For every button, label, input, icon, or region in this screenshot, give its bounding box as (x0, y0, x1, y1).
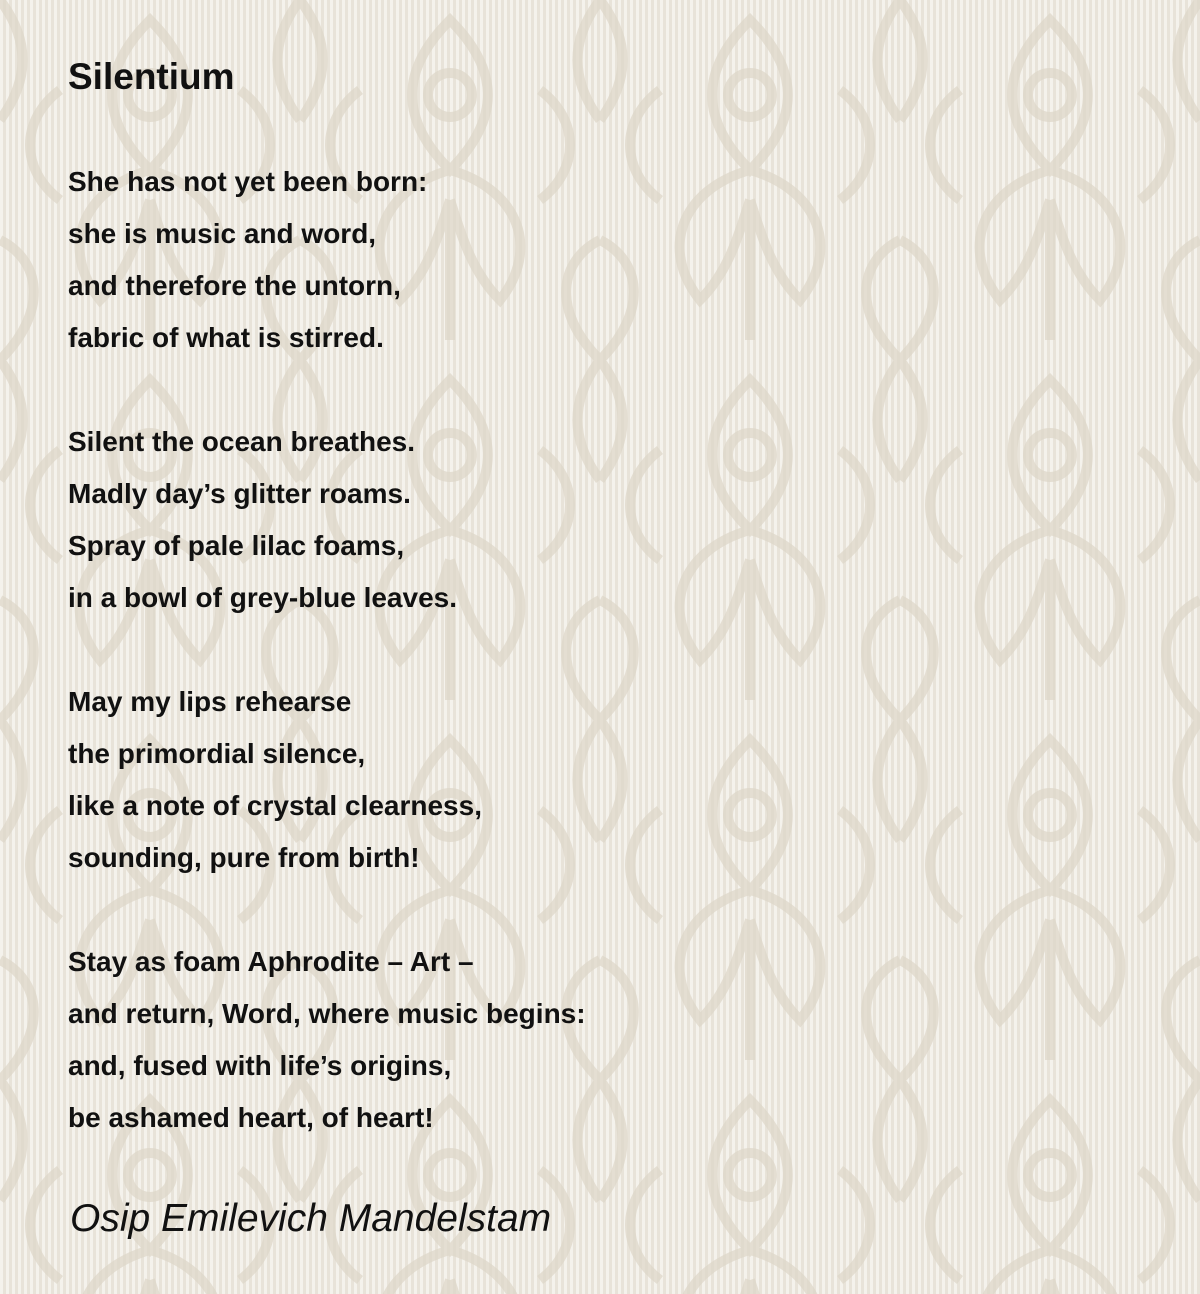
stanza-2 (68, 416, 586, 624)
poem-line: She has not yet been born: (68, 166, 428, 197)
poem-body (68, 156, 586, 1196)
poem-line: May my lips rehearse (68, 686, 352, 717)
poem-line: like a note of crystal clearness, (68, 790, 482, 821)
poem-line: Spray of pale lilac foams, (68, 530, 405, 561)
poem-line: Stay as foam Aphrodite – Art – (68, 946, 474, 977)
poem-line: in a bowl of grey-blue leaves. (68, 582, 457, 613)
poem-line: be ashamed heart, of heart! (68, 1102, 434, 1133)
poem-line: and return, Word, where music begins: (68, 998, 586, 1029)
poem-author: Osip Emilevich Mandelstam (70, 1197, 552, 1240)
stanza-1 (68, 156, 586, 364)
poem-line: the primordial silence, (68, 738, 366, 769)
poem-line: sounding, pure from birth! (68, 842, 420, 873)
poem-line: she is music and word, (68, 218, 377, 249)
poem-line: Madly day’s glitter roams. (68, 478, 411, 509)
poem-line: fabric of what is stirred. (68, 322, 384, 353)
poem-line: Silent the ocean breathes. (68, 426, 415, 457)
stanza-4 (68, 936, 586, 1144)
poem-title: Silentium (68, 56, 235, 97)
stanza-3 (68, 676, 586, 884)
poem-line: and, fused with life’s origins, (68, 1050, 452, 1081)
poem-line: and therefore the untorn, (68, 270, 401, 301)
